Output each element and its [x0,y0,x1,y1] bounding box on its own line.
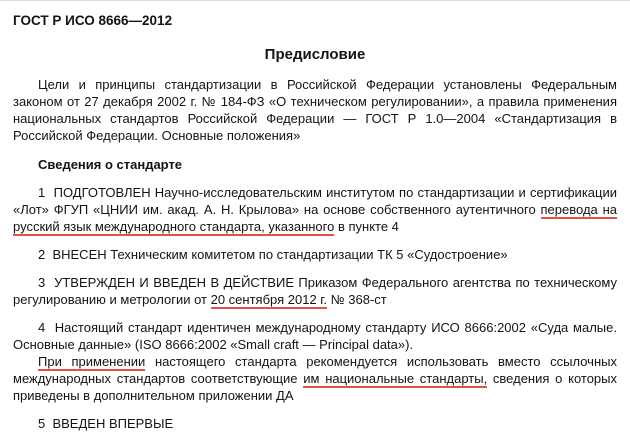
text-segment: Цели и принципы стандартизации в Российской Федерации установлены Федеральным законом от 27 декабря 2002 г. № 184-ФЗ «О техническом регулировании», а правила применения национальных стандартов Российской Федерации — ГОСТ Р 1.0—2004 «Стандартизация в Российской Федерации. Основные положения» [13,77,617,143]
text-segment: № 368-ст [327,292,387,307]
page-title: Предисловие [264,46,366,63]
red-underlined-phrase: перевода на русский язык международного стандарта, указанного [13,202,617,234]
standard-info-item-2 [13,246,617,263]
standard-info-item-4 [13,319,617,353]
text-segment: 4 Настоящий стандарт идентичен международному стандарту ИСО 8666:2002 «Суда малые. Основные данные» (ISO 8666:2002 «Small craft — Principal data»). [13,320,617,352]
red-underlined-phrase: 20 сентября 2012 г. [210,292,328,307]
text-segment: 5 ВВЕДЕН ВПЕРВЫЕ [38,416,174,431]
standard-info-item-4-note [13,353,617,404]
standard-info-item-3 [13,274,617,308]
section-heading: Сведения о стандарте [38,157,183,172]
intro-paragraph [13,76,617,144]
text-segment: настоящего стандарта рекомендуется использовать вместо ссылочных международных стандартов соответствующие [13,354,617,386]
standard-info-item-1 [13,184,617,235]
text-segment: 1 ПОДГОТОВЛЕН Научно-исследовательским институтом по стандартизации и сертификации «Лот» ФГУП «ЦНИИ им. акад. А. Н. Крылова» на основе собственного аутентичного [13,185,617,217]
document-code: ГОСТ Р ИСО 8666—2012 [13,13,173,28]
text-segment: 3 УТВЕРЖДЕН И ВВЕДЕН В ДЕЙСТВИЕ Приказом Федерального агентства по техническому регулированию и метрологии от [13,275,617,307]
text-segment: в пункте 4 [334,219,399,234]
text-segment: 2 ВНЕСЕН Техническим комитетом по стандартизации ТК 5 «Судостроение» [38,247,508,262]
text-segment: сведения о которых приведены в дополнительном приложении ДА [13,371,617,403]
red-underlined-phrase: При применении [38,354,146,369]
red-underlined-phrase: им национальные стандарты, [303,371,488,386]
standard-info-item-5 [13,415,617,432]
